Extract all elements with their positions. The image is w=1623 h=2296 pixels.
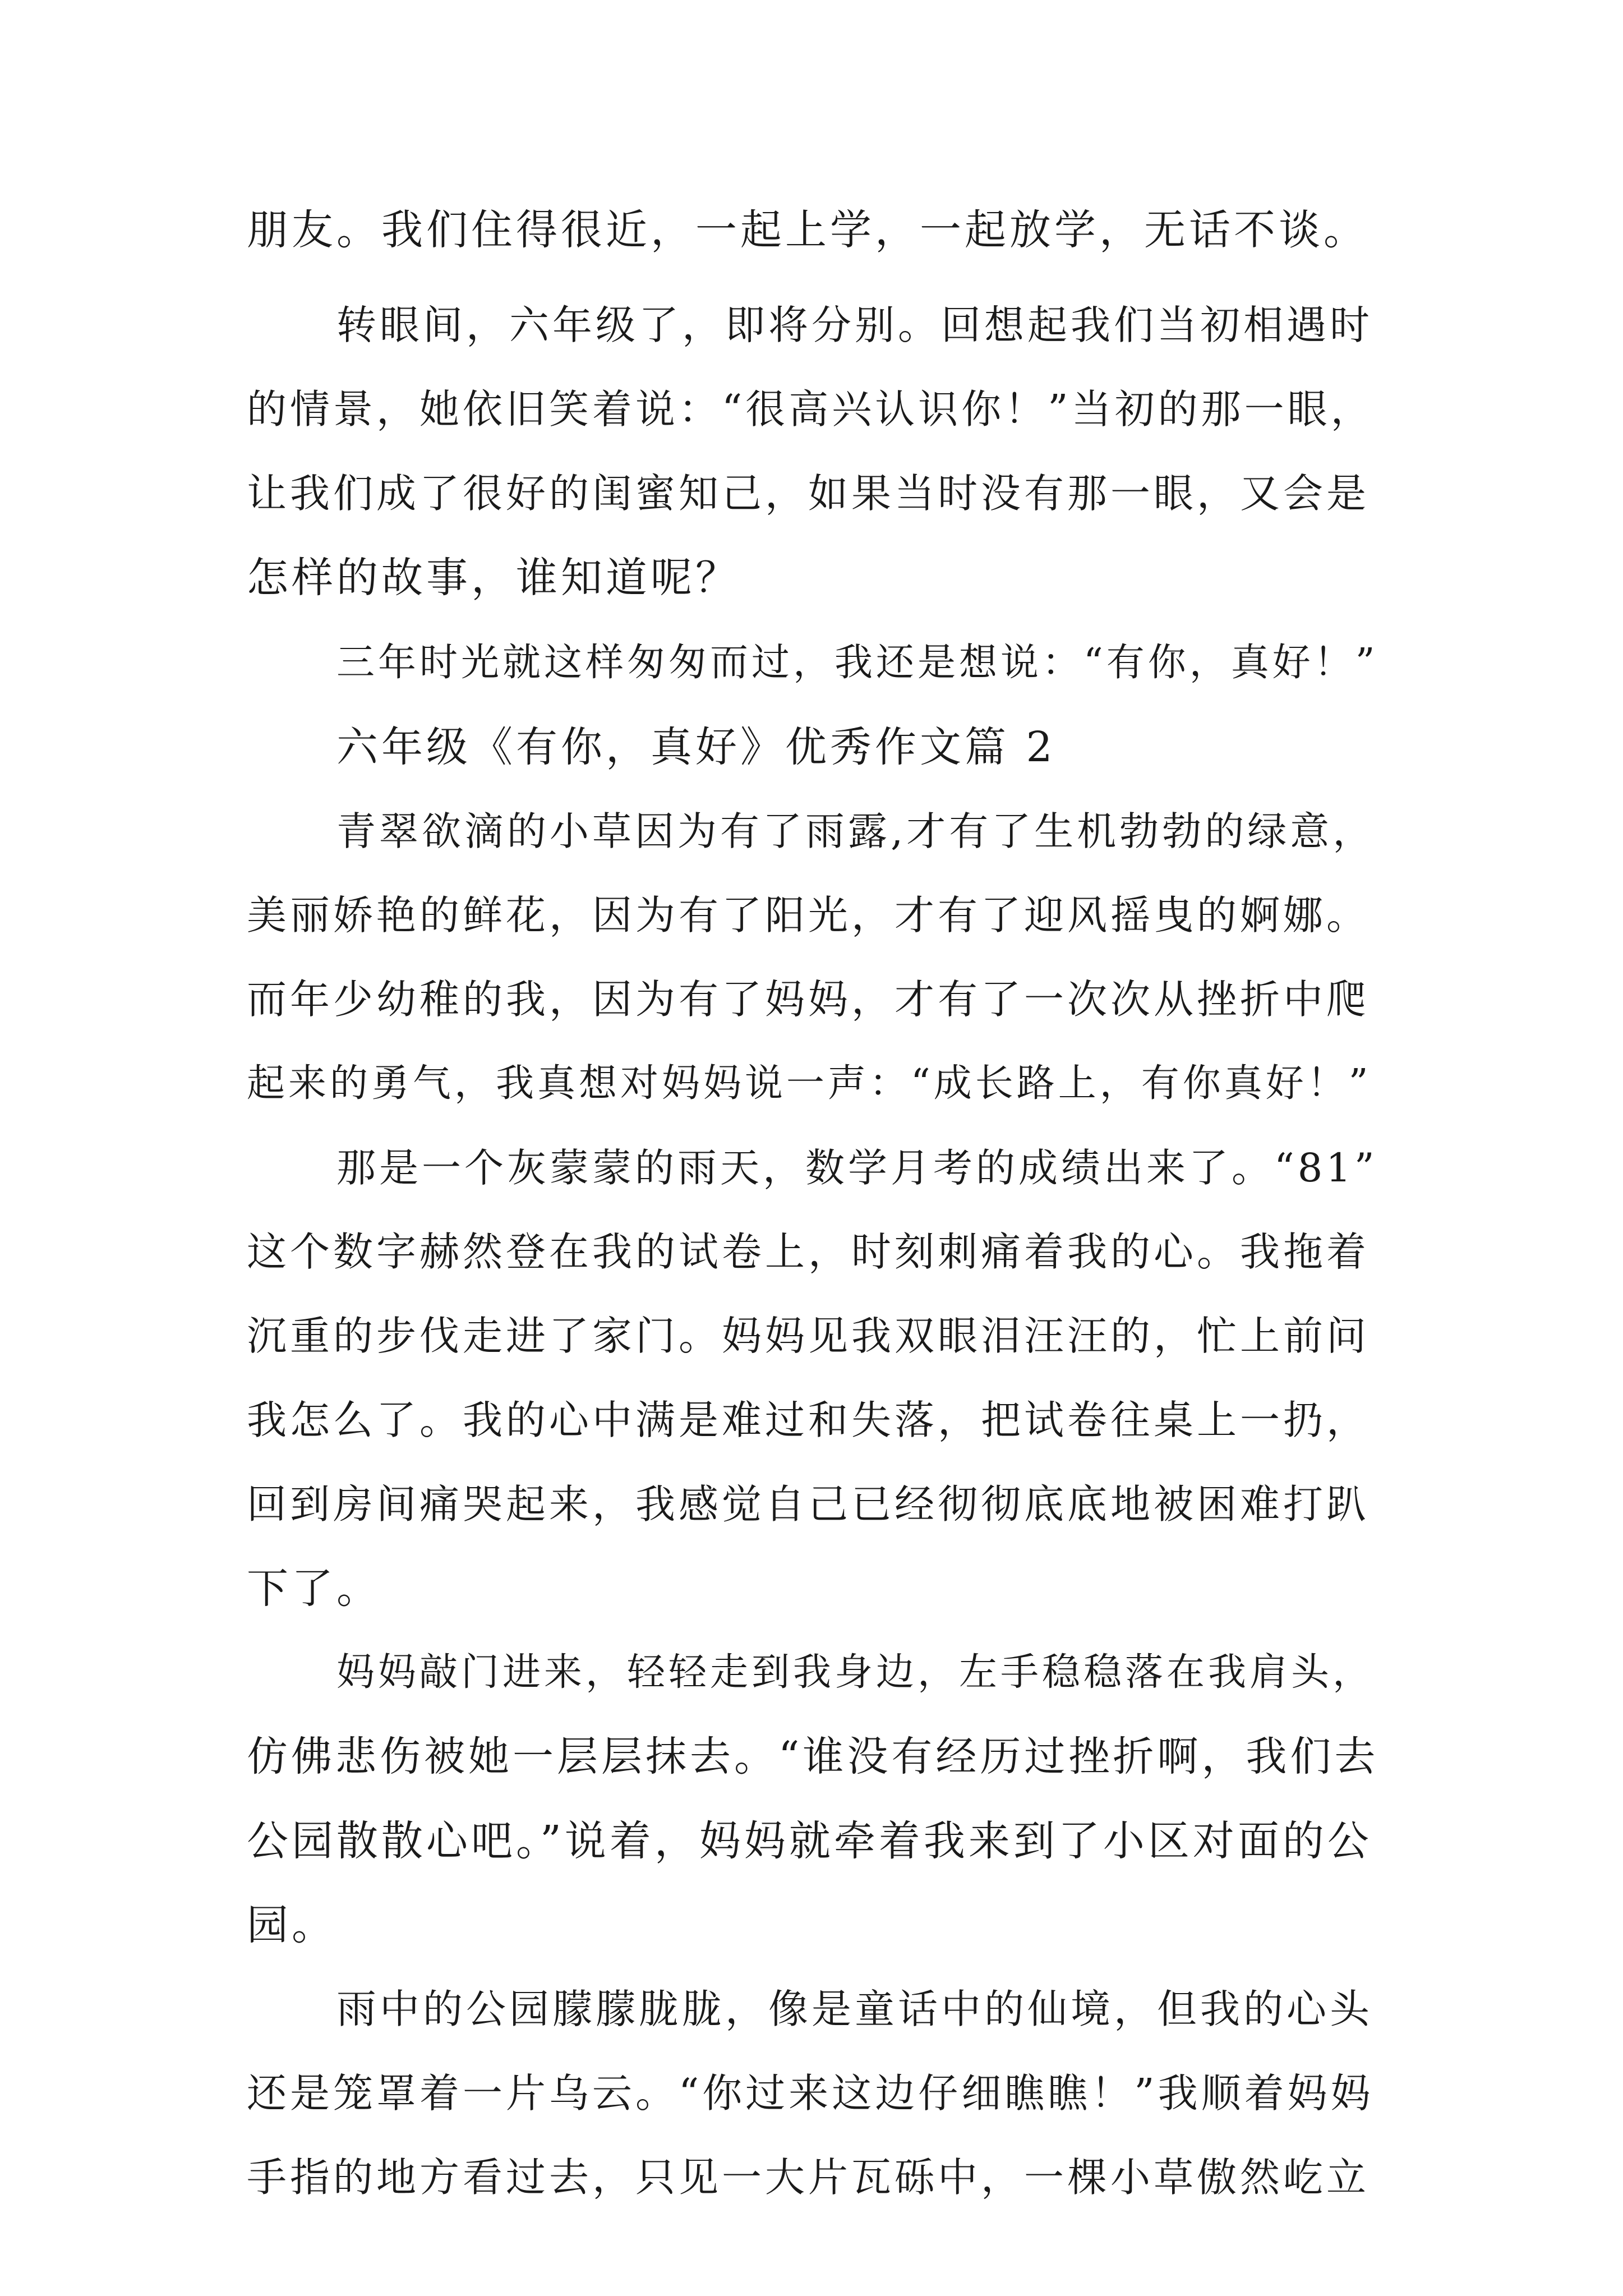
text-line: 朋友。我们住得很近，一起上学，一起放学，无话不谈。 — [247, 206, 1368, 254]
text-line: 的情景，她依旧笑着说：“很高兴认识你！”当初的那一眼， — [247, 386, 1374, 432]
text-line: 手指的地方看过去，只见一大片瓦砾中，一棵小草傲然屹立 — [247, 2154, 1370, 2201]
text-line: 三年时光就这样匆匆而过，我还是想说：“有你，真好！” — [336, 641, 1378, 685]
text-line: 让我们成了很好的闺蜜知己，如果当时没有那一眼，又会是 — [247, 470, 1370, 517]
text-line: 仿佛悲伤被她一层层抹去。“谁没有经历过挫折啊，我们去 — [247, 1733, 1379, 1780]
text-line: 美丽娇艳的鲜花，因为有了阳光，才有了迎风摇曳的婀娜。 — [247, 892, 1370, 938]
section-heading: 六年级《有你，真好》优秀作文篇 2 — [336, 723, 1056, 771]
text-line: 我怎么了。我的心中满是难过和失落，把试卷往桌上一扔， — [247, 1397, 1370, 1443]
text-line: 雨中的公园朦朦胧胧，像是童话中的仙境，但我的心头 — [336, 1986, 1373, 2032]
text-line: 还是笼罩着一片乌云。“你过来这边仔细瞧瞧！”我顺着妈妈 — [247, 2070, 1374, 2116]
text-line: 沉重的步伐走进了家门。妈妈见我双眼泪汪汪的，忙上前问 — [247, 1313, 1370, 1359]
text-line: 起来的勇气，我真想对妈妈说一声：“成长路上，有你真好！” — [247, 1061, 1372, 1106]
text-line: 回到房间痛哭起来，我感觉自己已经彻彻底底地被困难打趴 — [247, 1481, 1370, 1527]
text-line: 青翠欲滴的小草因为有了雨露,才有了生机勃勃的绿意， — [336, 808, 1376, 854]
text-line: 怎样的故事，谁知道呢？ — [247, 554, 740, 602]
text-line: 而年少幼稚的我，因为有了妈妈，才有了一次次从挫折中爬 — [247, 976, 1370, 1023]
text-line: 园。 — [247, 1901, 336, 1949]
text-line: 那是一个灰蒙蒙的雨天，数学月考的成绩出来了。“81” — [336, 1145, 1378, 1191]
text-line: 转眼间，六年级了，即将分别。回想起我们当初相遇时 — [336, 302, 1373, 348]
text-line: 下了。 — [247, 1565, 381, 1613]
text-line: 妈妈敲门进来，轻轻走到我身边，左手稳稳落在我肩头， — [336, 1650, 1375, 1695]
text-line: 公园散散心吧。”说着，妈妈就牵着我来到了小区对面的公 — [247, 1817, 1372, 1865]
text-line: 这个数字赫然登在我的试卷上，时刻刺痛着我的心。我拖着 — [247, 1228, 1370, 1275]
